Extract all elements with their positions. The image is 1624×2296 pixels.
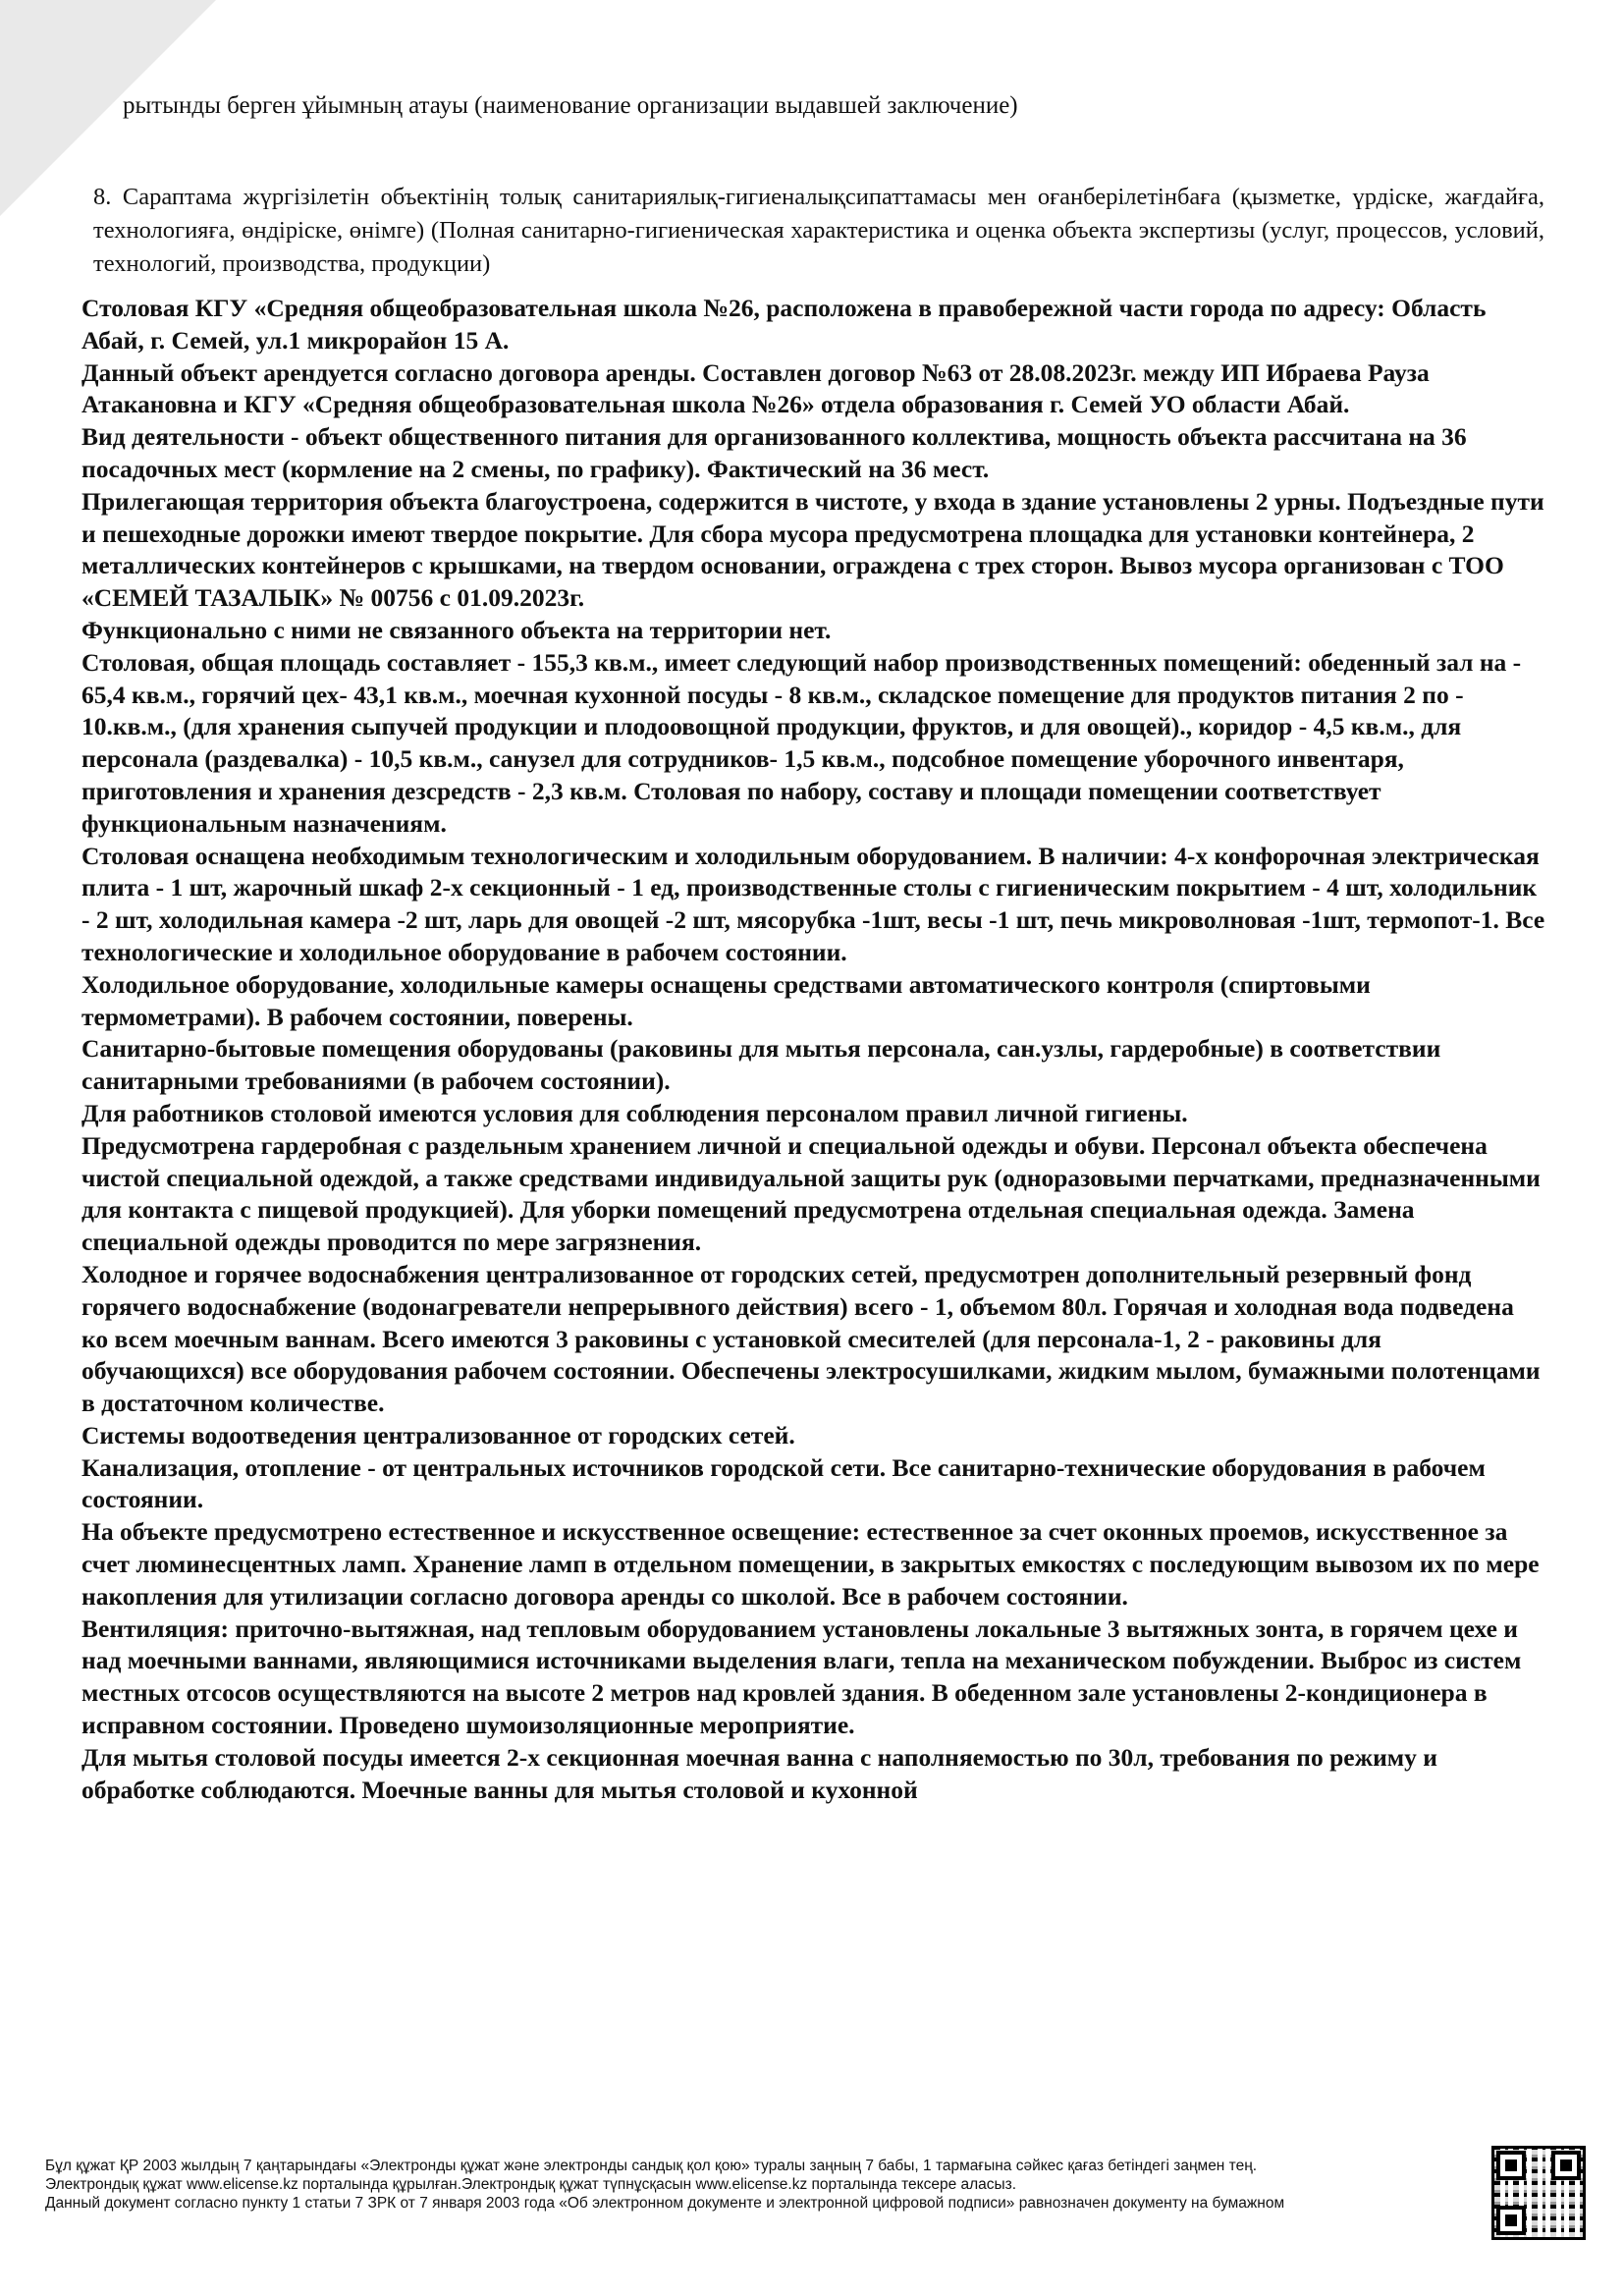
paragraph: Холодильное оборудование, холодильные камеры оснащены средствами автоматического контроля (спиртовыми термометрами). В рабочем состоянии, поверены. bbox=[81, 969, 1371, 1031]
qr-code-icon bbox=[1491, 2146, 1586, 2240]
paragraph: Вид деятельности - объект общественного питания для организованного коллектива, мощность объекта рассчитана на 36 посадочных мест (кормление на 2 смены, по графику). Фактический на 36 мест. bbox=[81, 422, 1467, 483]
paragraph: Для мытья столовой посуды имеется 2-х секционная моечная ванна с наполняемостью по 30л, требования по режиму и обработке соблюдаются. Моечные ванны для мытья столовой и кухонной bbox=[81, 1742, 1437, 1804]
footer-line: Бұл құжат ҚР 2003 жылдың 7 қаңтарындағы «Электронды құжат және электронды сандық қол қою» туралы заңның 7 бабы, 1 тармағына сәйкес қағаз бетіндегі заңмен тең. bbox=[45, 2158, 1258, 2174]
issuer-caption: рытынды берген ұйымның атауы (наименование организации выдавшей заключение) bbox=[123, 92, 1018, 119]
characteristics-body bbox=[81, 293, 1546, 1806]
section-8-heading: 8. Сараптама жүргізілетін объектінің толық санитариялық-гигиеналықсипаттамасы мен оғанберілетінбаға (қызметке, үрдіске, жағдайға, технологияға, өндіріске, өнімге) (Полная санитарно-гигиеническая характеристика и оценка объекта экспертизы (услуг, процессов, условий, технологий, производства, продукции) bbox=[93, 184, 1544, 277]
paragraph: Системы водоотведения централизованное от городских сетей. bbox=[81, 1420, 795, 1449]
qr-finder bbox=[1496, 2151, 1526, 2180]
paragraph: Вентиляция: приточно-вытяжная, над тепловым оборудованием установлены локальные 3 вытяжных зонта, в горячем цехе и над моечными ваннами, являющимися источниками выделения влаги, тепла на механическом побуждении. Выброс из систем местных отсосов осуществляются на высоте 2 метров над кровлей здания. В обеденном зале установлены 2-кондиционера в исправном состоянии. Проведено шумоизоляционные мероприятие. bbox=[81, 1613, 1522, 1740]
paragraph: На объекте предусмотрено естественное и искусственное освещение: естественное за счет оконных проемов, искусственное за счет люминесцентных ламп. Хранение ламп в отдельном помещении, в закрытых емкостях с последующим вывозом их по мере накопления для утилизации согласно договора аренды со школой. Все в рабочем состоянии. bbox=[81, 1517, 1540, 1611]
paragraph: Столовая, общая площадь составляет - 155,3 кв.м., имеет следующий набор производственных помещений: обеденный зал на - 65,4 кв.м., горячий цех- 43,1 кв.м., моечная кухонной посуды - 8 кв.м., складское помещение для продуктов питания 2 по - 10.кв.м., (для хранения сыпучей продукции и плодоовощной продукции, фруктов, и для овощей)., коридор - 4,5 кв.м., для персонала (раздевалка) - 10,5 кв.м., санузел для сотрудников- 1,5 кв.м., подсобное помещение уборочного инвентаря, приготовления и хранения дезсредств - 2,3 кв.м. Столовая по набору, составу и площади помещении соответствует функциональным назначениям. bbox=[81, 647, 1522, 838]
paragraph: Прилегающая территория объекта благоустроена, содержится в чистоте, у входа в здание установлены 2 урны. Подъездные пути и пешеходные дорожки имеют твердое покрытие. Для сбора мусора предусмотрена площадка для установки контейнера, 2 металлических контейнеров с крышками, на твердом основании, ограждена с трех сторон. Вывоз мусора организован с ТОО «СЕМЕЙ ТАЗАЛЫК» № 00756 с 01.09.2023г. bbox=[81, 486, 1544, 613]
paragraph: Данный объект арендуется согласно договора аренды. Составлен договор №63 от 28.08.2023г. между ИП Ибраева Рауза Атакановна и КГУ «Средняя общеобразовательная школа №26» отдела образования г. Семей УО области Абай. bbox=[81, 357, 1430, 419]
paragraph: Холодное и горячее водоснабжения централизованное от городских сетей, предусмотрен дополнительный резервный фонд горячего водоснабжение (водонагреватели непрерывного действия) всего - 1, объемом 80л. Горячая и холодная вода подведена ко всем моечным ваннам. Всего имеются 3 раковины с установкой смесителей (для персонала-1, 2 - раковины для обучающихся) все оборудования рабочем состоянии. Обеспечены электросушилками, жидким мылом, бумажными полотенцами в достаточном количестве. bbox=[81, 1259, 1541, 1418]
qr-finder bbox=[1496, 2206, 1526, 2235]
footer-line: Электрондық құжат www.elicense.kz порталында құрылған.Электрондық құжат түпнұсқасын www.elicense.kz порталында тексере аласыз. bbox=[45, 2176, 1017, 2193]
paragraph: Столовая КГУ «Средняя общеобразовательная школа №26, расположена в правобережной части города по адресу: Область Абай, г. Семей, ул.1 микрорайон 15 А. bbox=[81, 294, 1487, 355]
paragraph: Функционально с ними не связанного объекта на территории нет. bbox=[81, 615, 832, 644]
paragraph: Санитарно-бытовые помещения оборудованы (раковины для мытья персонала, сан.узлы, гардеробные) в соответствии санитарными требованиями (в рабочем состоянии). bbox=[81, 1034, 1441, 1096]
paragraph: Столовая оснащена необходимым технологическим и холодильным оборудованием. В наличии: 4-х конфорочная электрическая плита - 1 шт, жарочный шкаф 2-х секционный - 1 ед, производственные столы с гигиеническим покрытием - 4 шт, холодильник - 2 шт, холодильная камера -2 шт, ларь для овощей -2 шт, мясорубка -1шт, весы -1 шт, печь микроволновая -1шт, термопот-1. Все технологические и холодильное оборудование в рабочем состоянии. bbox=[81, 841, 1545, 966]
paragraph: Предусмотрена гардеробная с раздельным хранением личной и специальной одежды и обуви. Персонал объекта обеспечена чистой специальной одеждой, а также средствами индивидуальной защиты рук (одноразовыми перчатками, предназначенными для контакта с пищевой продукцией). Для уборки помещений предусмотрена отдельная специальная одежда. Замена специальной одежды проводится по мере загрязнения. bbox=[81, 1130, 1541, 1257]
footer-line: Данный документ согласно пункту 1 статьи 7 ЗРК от 7 января 2003 года «Об электронном документе и электронной цифровой подписи» равнозначен документу на бумажном bbox=[45, 2195, 1285, 2212]
paragraph: Канализация, отопление - от центральных источников городской сети. Все санитарно-технические оборудования в рабочем состоянии. bbox=[81, 1452, 1486, 1514]
electronic-document-footer bbox=[45, 2157, 1459, 2265]
qr-finder bbox=[1551, 2151, 1581, 2180]
paragraph: Для работников столовой имеются условия для соблюдения персоналом правил личной гигиены. bbox=[81, 1098, 1188, 1127]
